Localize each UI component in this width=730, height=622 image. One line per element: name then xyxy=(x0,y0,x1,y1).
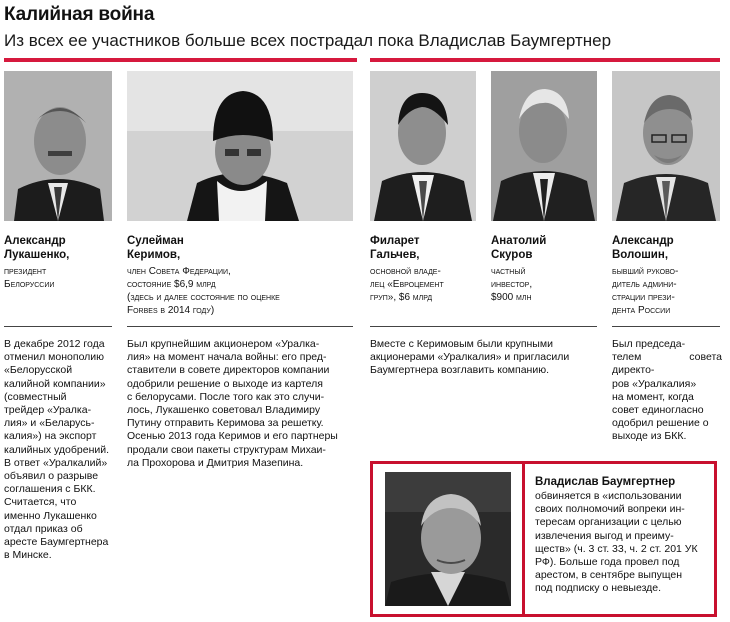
bio-galchev-skurov: Вместе с Керимовым были крупными акционерами «Уралкалия» и пригласили Баумгертнера возглавить компанию. xyxy=(370,338,570,377)
photo-skurov xyxy=(491,71,597,221)
bio-lukashenko: В декабре 2012 года отменил монополию «Белорусской калийной компании» (совместный трейдер «Уралка- лия» и «Беларусь- калия») на экспорт калийных удобрений. В ответ «Уралкалий» объявил о разрыве соглашения с БКК. Считается, что именно Лукашенко отдал приказ об аресте Баумгертнера в Минске. xyxy=(4,338,110,562)
person-desc-voloshin: бывший руково- дитель админи- страции прези- дента России xyxy=(612,266,679,316)
header-rule-left xyxy=(4,58,357,62)
person-name-lukashenko: Александр Лукашенко, xyxy=(4,235,70,261)
photo-baumgertner xyxy=(385,472,511,606)
divider-kerimov xyxy=(127,326,353,327)
featured-bio: обвиняется в «использовании своих полномочий вопреки ин- тересам организации с целью извлечения выгод и преиму- ществ» (ч. 3 ст. 33, ч. 2 ст. 201 УК РФ). Больше года провел под арестом, в сентябре выпущен под подписку о невыезде. xyxy=(535,490,698,595)
person-desc-kerimov: член Совета Федерации, состояние $6,9 млрд (здесь и далее состояние по оценке Forbes в 2014 году) xyxy=(127,266,280,316)
photo-voloshin xyxy=(612,71,720,221)
photo-galchev xyxy=(370,71,476,221)
featured-box-divider xyxy=(522,461,525,617)
page-subtitle: Из всех ее участников больше всех пострадал пока Владислав Баумгертнер xyxy=(4,31,612,50)
person-name-galchev: Филарет Гальчев, xyxy=(370,235,420,261)
person-desc-galchev: основной владе- лец «Евроцемент груп», $6 млрд xyxy=(370,266,444,303)
featured-name: Владислав Баумгертнер xyxy=(535,476,676,488)
divider-galchev-skurov xyxy=(370,326,597,327)
divider-voloshin xyxy=(612,326,720,327)
person-name-skurov: Анатолий Скуров xyxy=(491,235,547,261)
person-desc-skurov: частный инвестор, $900 млн xyxy=(491,266,533,303)
photo-kerimov xyxy=(127,71,353,221)
header-rule-right xyxy=(370,58,720,62)
page-title: Калийная война xyxy=(4,4,155,25)
person-desc-lukashenko: президент Белоруссии xyxy=(4,266,55,290)
bio-kerimov: Был крупнейшим акционером «Уралка- лия» на момент начала войны: его пред- ставители в совете директоров компании одобрили решение о выходе из картеля с белорусами. После того как это случи- лось, Лукашенко советовал Владимиру Путину отправить Керимова за решетку. Осенью 2013 года Керимов и его партнеры продали свои пакеты структурам Михаи- ла Прохорова и Дмитрия Мазепина. xyxy=(127,338,338,469)
bio-voloshin: Был председа- телем совета директо- ров «Уралкалия» на момент, когда совет единогласно одобрил решение о выходе из БКК. xyxy=(612,338,722,443)
divider-lukashenko xyxy=(4,326,112,327)
photo-lukashenko xyxy=(4,71,112,221)
person-name-kerimov: Сулейман Керимов, xyxy=(127,235,184,261)
person-name-voloshin: Александр Волошин, xyxy=(612,235,674,261)
